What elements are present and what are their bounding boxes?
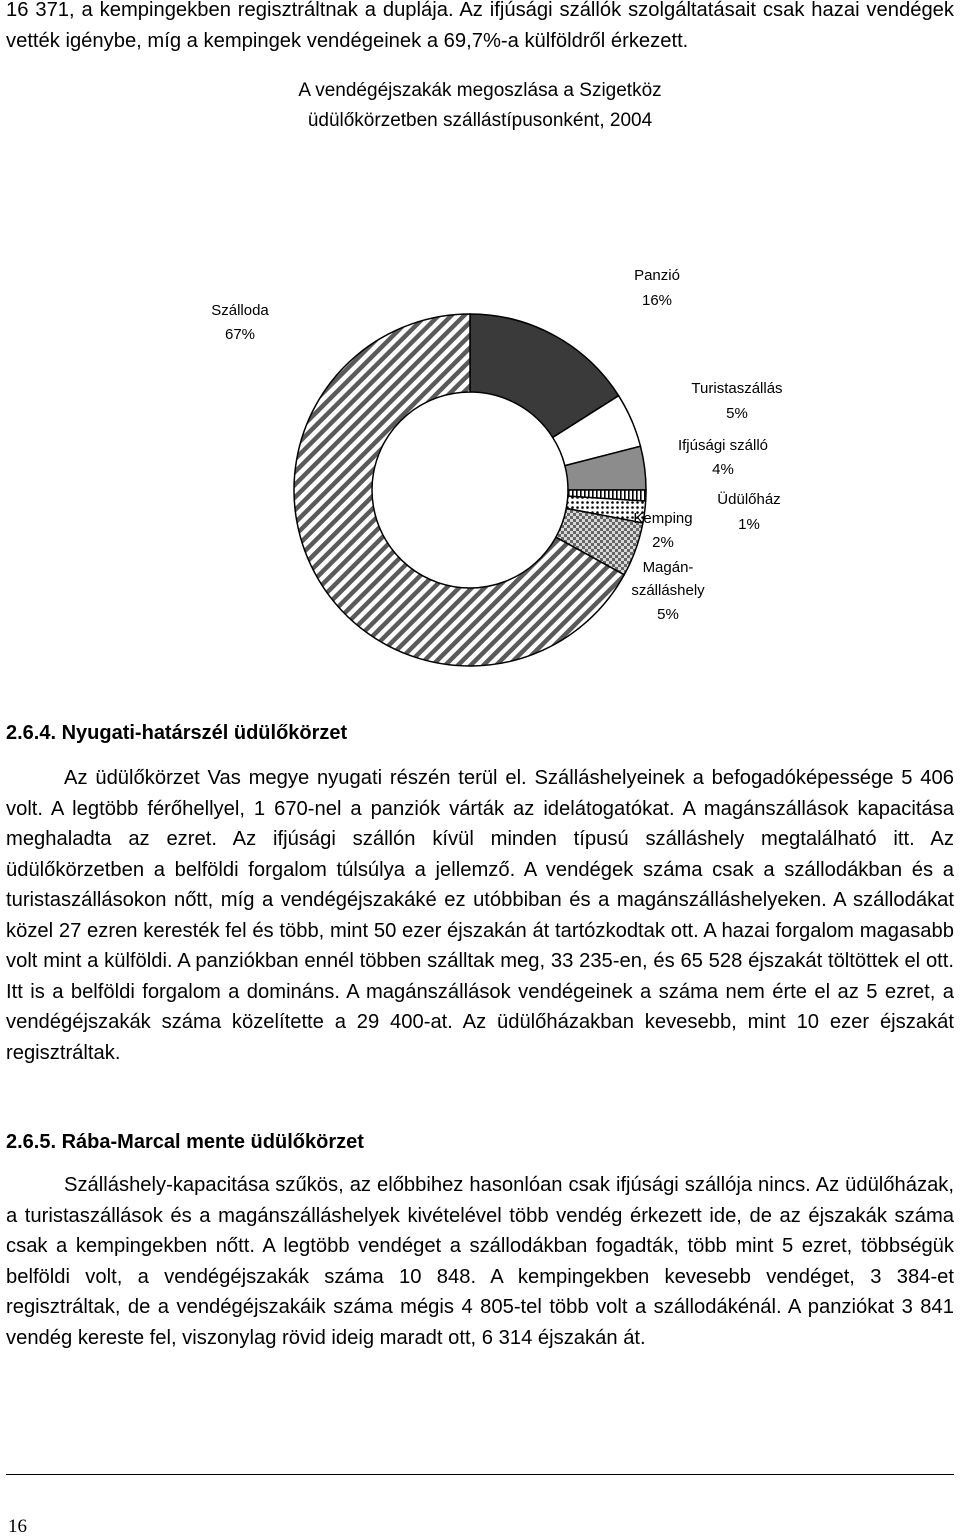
- label-magan-value: 5%: [657, 606, 679, 623]
- donut-chart: [0, 0, 960, 680]
- label-udulohaz-name: Üdülőház: [717, 491, 781, 508]
- label-szalloda-value: 67%: [224, 326, 256, 343]
- label-szalloda-name: Szálloda: [211, 302, 269, 319]
- label-kemping-name: Kemping: [633, 510, 693, 527]
- page-number: 16: [8, 1516, 27, 1537]
- label-ifjusagi-value: 4%: [712, 461, 734, 478]
- label-panzio-value: 16%: [641, 292, 673, 309]
- section-body-raba: Szálláshely-kapacitása szűkös, az előbbihez hasonlóan csak ifjúsági szállója nincs. Az üdülőházak, a turistaszállások és a magánszálláshelyek kivételével több vendég érkezett ide, de az éjszakák száma csak a kempingekben nőtt. A legtöbb vendéget a szállodákban fogadták, több mint 5 ezret, többségük belföldi volt, a vendégéjszakák száma 10 848. A kempingekben kevesebb vendéget, 3 384-et regisztráltak, de a vendégéjszakáik száma mégis 4 805-tel több volt a szállodákénál. A panziókat 3 841 vendég kereste fel, viszonylag rövid ideig maradt ott, 6 314 éjszakán át.: [6, 1174, 954, 1349]
- label-magan-line2: szálláshely: [631, 582, 705, 599]
- chart-title-line1: A vendégéjszakák megoszlása a Szigetköz: [298, 80, 662, 101]
- label-turista-name: Turistaszállás: [691, 380, 783, 397]
- label-kemping-value: 2%: [652, 534, 674, 551]
- label-udulohaz-value: 1%: [738, 516, 760, 533]
- label-turista-value: 5%: [726, 405, 748, 422]
- section-heading-raba: 2.6.5. Rába-Marcal mente üdülőkörzet: [6, 1131, 364, 1153]
- section-body-nyugati: Az üdülőkörzet Vas megye nyugati részén terül el. Szálláshelyeinek a befogadóképessége 5 406 volt. A legtöbb férőhellyel, 1 670-nel a panziók várták az idelátogatókat. A magánszállások kapacitása meghaladta az ezret. Az ifjúsági szállón kívül minden típusú szálláshely megtalálható itt. Az üdülőkörzetben a belföldi forgalom túlsúlya a jellemző. A vendégek száma csak a szállodákban és a turistaszállásokon nőtt, míg a vendégéjszakáké ez utóbbiban és a magánszálláshelyeken. A szállodákat közel 27 ezren keresték fel és több, mint 50 ezer éjszakán át tartózkodtak ott. A hazai forgalom magasabb volt mint a külföldi. A panziókban ennél többen szálltak meg, 33 235-en, és 65 528 éjszakát töltöttek el ott. Itt is a belföldi forgalom a domináns. A magánszállások vendégeinek a száma nem érte el az 5 ezret, a vendégéjszakák száma közelítette a 29 400-at. Az üdülőházakban kevesebb, mint 10 ezer éjszakát regisztráltak.: [6, 767, 954, 1064]
- label-ifjusagi-name: Ifjúsági szálló: [677, 437, 769, 454]
- intro-paragraph: 16 371, a kempingekben regisztráltnak a duplája. Az ifjúsági szállók szolgáltatásait csak hazai vendégek vették igénybe, míg a kempingek vendégeinek a 69,7%-a külföldről érkezett.: [6, 0, 954, 52]
- chart-title-line2: üdülőkörzetben szállástípusonként, 2004: [307, 110, 653, 131]
- label-magan-line1: Magán-: [642, 559, 694, 576]
- footer-divider: [6, 1474, 954, 1475]
- section-heading-nyugati: 2.6.4. Nyugati-határszél üdülőkörzet: [6, 722, 348, 744]
- label-panzio-name: Panzió: [634, 267, 680, 284]
